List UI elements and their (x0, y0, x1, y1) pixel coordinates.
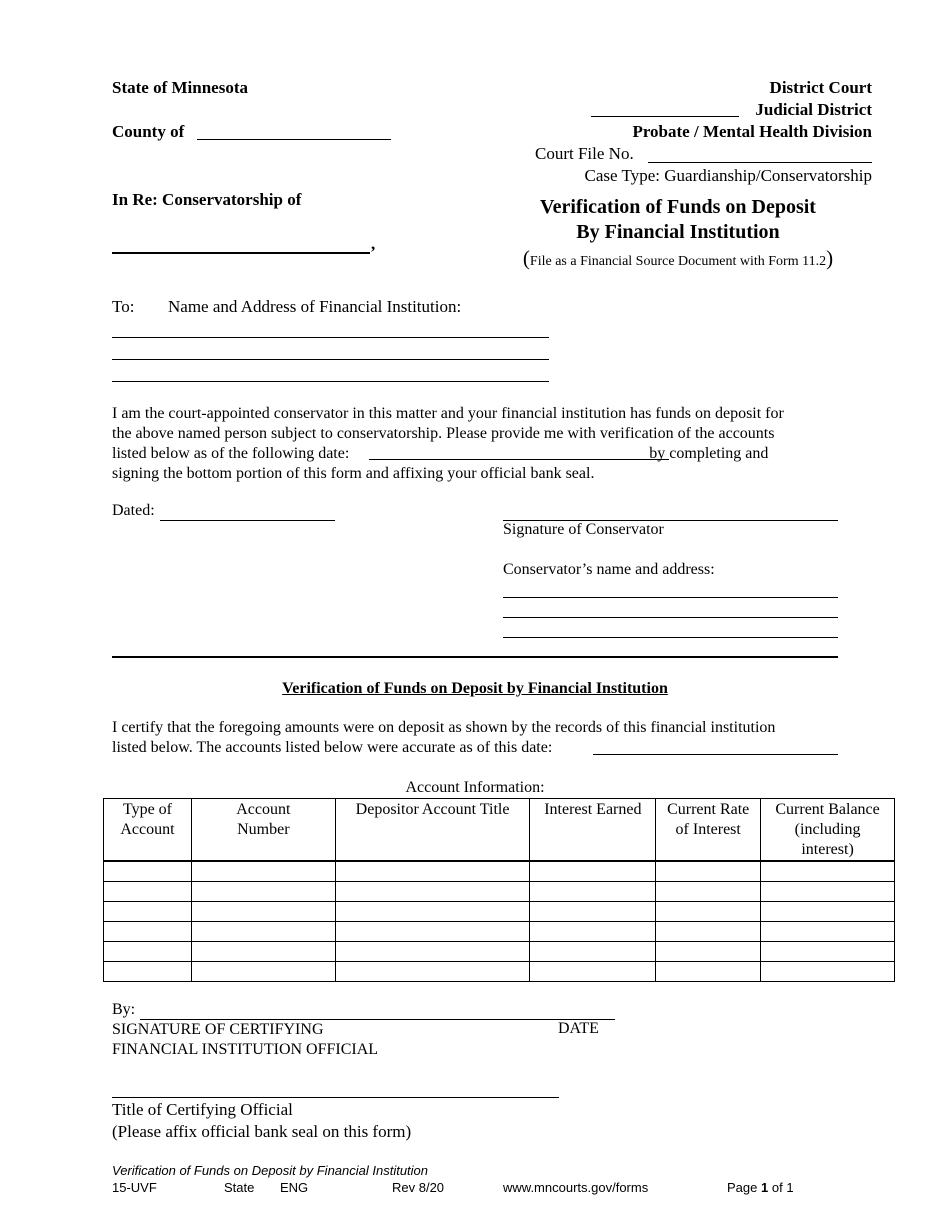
request-paragraph: I am the court-appointed conservator in this matter and your financial institution has funds on deposit for the above named person subject to conservatorship. Please provide me with verification of the accounts listed below as of the following date: by completing and signing the bottom portion of this form and affixing your official bank seal. (112, 405, 784, 482)
table-cell[interactable] (761, 962, 895, 982)
table-cell[interactable] (530, 882, 656, 902)
conservator-address-line-2[interactable] (503, 617, 838, 618)
court-file-label: Court File No. (535, 144, 634, 163)
verification-paragraph: I certify that the foregoing amounts were on deposit as shown by the records of this financial institution listed below. The accounts listed below were accurate as of this date: (112, 719, 776, 756)
table-cell[interactable] (530, 942, 656, 962)
table-cell[interactable] (191, 882, 335, 902)
official-title-label: Title of Certifying Official (112, 1100, 293, 1119)
table-cell[interactable] (104, 922, 192, 942)
table-cell[interactable] (104, 942, 192, 962)
institution-address-line-3[interactable] (112, 381, 549, 382)
table-cell[interactable] (761, 861, 895, 882)
column-header-balance: Current Balance (including interest) (761, 799, 895, 862)
column-header-interest-earned: Interest Earned (530, 799, 656, 862)
verification-heading: Verification of Funds on Deposit by Financial Institution (282, 680, 668, 697)
table-cell[interactable] (104, 962, 192, 982)
table-cell[interactable] (104, 902, 192, 922)
institution-address-line-2[interactable] (112, 359, 549, 360)
account-table (103, 798, 895, 982)
institution-address-line-1[interactable] (112, 337, 549, 338)
footer-website: www.mncourts.gov/forms (503, 1180, 649, 1195)
footer-form-code: 15-UVF (112, 1180, 157, 1195)
judicial-district-field[interactable] (591, 116, 739, 117)
table-cell[interactable] (656, 902, 761, 922)
table-cell[interactable] (530, 902, 656, 922)
footer-state: State (224, 1180, 255, 1195)
table-row (104, 902, 895, 922)
table-cell[interactable] (761, 942, 895, 962)
state-label: State of Minnesota (112, 78, 248, 97)
conservator-name-address-label: Conservator’s name and address: (503, 561, 715, 578)
table-cell[interactable] (530, 861, 656, 882)
table-cell[interactable] (761, 882, 895, 902)
table-cell[interactable] (335, 962, 530, 982)
table-cell[interactable] (191, 922, 335, 942)
table-row (104, 861, 895, 882)
table-cell[interactable] (656, 942, 761, 962)
table-row (104, 922, 895, 942)
county-field[interactable] (197, 139, 391, 140)
table-cell[interactable] (530, 922, 656, 942)
official-title-block (112, 1099, 411, 1143)
verification-date-field[interactable] (369, 459, 669, 460)
table-row (104, 942, 895, 962)
official-signature-label: SIGNATURE OF CERTIFYING FINANCIAL INSTITUTION OFFICIAL (112, 1021, 379, 1058)
official-date-label: DATE (558, 1020, 599, 1037)
county-label: County of (112, 122, 185, 141)
form-title-note: (File as a Financial Source Document with Form 11.2) (522, 246, 834, 270)
column-header-number: Account Number (191, 799, 335, 862)
conservatee-comma: , (371, 234, 376, 253)
section-divider (112, 656, 838, 658)
column-header-title: Depositor Account Title (335, 799, 530, 862)
table-cell[interactable] (335, 902, 530, 922)
by-label: By: (112, 1001, 136, 1018)
table-cell[interactable] (656, 922, 761, 942)
footer-page-number: Page 1 of 1 (727, 1180, 794, 1195)
table-cell[interactable] (335, 861, 530, 882)
footer-revision: Rev 8/20 (392, 1180, 445, 1195)
in-re-label: In Re: Conservatorship of (112, 190, 302, 209)
table-cell[interactable] (104, 882, 192, 902)
conservator-address-line-3[interactable] (503, 637, 838, 638)
table-cell[interactable] (191, 861, 335, 882)
to-label: To: (112, 297, 135, 316)
judicial-district-label: Judicial District (755, 100, 872, 119)
dated-field[interactable] (160, 520, 335, 521)
case-type-label: Case Type: Guardianship/Conservatorship (584, 166, 872, 185)
seal-note: (Please affix official bank seal on this form) (112, 1122, 412, 1141)
table-cell[interactable] (761, 902, 895, 922)
footer-form-title: Verification of Funds on Deposit by Financial Institution (112, 1163, 429, 1178)
table-cell[interactable] (191, 902, 335, 922)
table-cell[interactable] (656, 861, 761, 882)
account-table-header (104, 799, 895, 862)
institution-label: Name and Address of Financial Institution: (168, 297, 462, 316)
table-cell[interactable] (191, 962, 335, 982)
division-label: Probate / Mental Health Division (632, 122, 872, 141)
account-table-caption: Account Information: (405, 779, 545, 796)
table-cell[interactable] (335, 922, 530, 942)
column-header-type: Type of Account (104, 799, 192, 862)
table-cell[interactable] (191, 942, 335, 962)
table-cell[interactable] (335, 942, 530, 962)
footer-language: ENG (280, 1180, 309, 1195)
court-file-field[interactable] (648, 162, 872, 163)
column-header-rate: Current Rate of Interest (656, 799, 761, 862)
accuracy-date-field[interactable] (593, 754, 838, 755)
table-cell[interactable] (656, 962, 761, 982)
table-row (104, 882, 895, 902)
table-cell[interactable] (335, 882, 530, 902)
conservatee-name-field[interactable] (112, 252, 370, 254)
table-cell[interactable] (761, 922, 895, 942)
dated-label: Dated: (112, 502, 155, 519)
conservator-signature-label: Signature of Conservator (503, 521, 664, 538)
official-title-field[interactable] (112, 1097, 559, 1098)
form-title-line2: By Financial Institution (576, 221, 780, 243)
court-label: District Court (769, 78, 872, 97)
table-cell[interactable] (530, 962, 656, 982)
table-cell[interactable] (656, 882, 761, 902)
table-cell[interactable] (104, 861, 192, 882)
conservator-address-line-1[interactable] (503, 597, 838, 598)
form-title-line1: Verification of Funds on Deposit (540, 196, 816, 218)
table-row (104, 962, 895, 982)
